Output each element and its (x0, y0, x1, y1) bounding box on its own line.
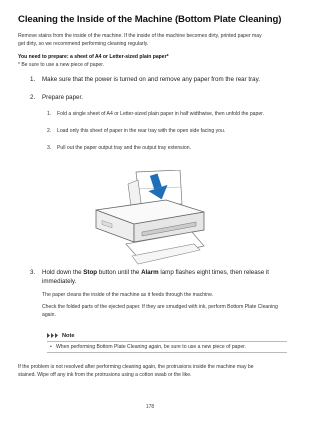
note-heading-text: Note (62, 333, 75, 339)
note-heading (47, 333, 74, 339)
stop-button-label: Stop (83, 269, 98, 276)
bullet-icon: • (50, 344, 52, 350)
prepare-heading: You need to prepare: a sheet of A4 or Letter-sized plain paper* (18, 54, 169, 60)
page-number: 178 (145, 404, 155, 410)
substep-2-number: 2. (47, 128, 52, 134)
note-bullet (50, 344, 246, 351)
substep-1 (47, 111, 264, 118)
step-3-detail-1: The paper cleans the inside of the machine as it feeds through the machine. (42, 292, 214, 298)
prepare-note: * Be sure to use a new piece of paper. (18, 62, 105, 68)
alarm-lamp-label: Alarm (141, 269, 159, 276)
note-bullet-text: When performing Bottom Plate Cleaning again, be sure to use a new piece of paper. (56, 344, 246, 350)
step-3-number: 3. (30, 269, 36, 276)
step-3-post: lamp flashes eight times, then release it (158, 269, 270, 276)
note-arrows-icon (47, 333, 59, 338)
substep-3-number: 3. (47, 145, 52, 151)
substep-2-text: Load only this sheet of paper in the rear tray with the open side facing you. (57, 128, 226, 134)
step-1 (30, 75, 260, 84)
step-3-mid: button until the (97, 269, 142, 276)
page-title: Cleaning the Inside of the Machine (Bottom Plate Cleaning) (18, 14, 282, 25)
step-3 (30, 268, 269, 277)
step-2-number: 2. (30, 94, 36, 101)
step-1-text: Make sure that the power is turned on and remove any paper from the rear tray. (42, 76, 260, 83)
step-2 (30, 93, 83, 102)
note-divider-bottom (47, 352, 287, 353)
intro-line-2: get dirty, so we recommend performing cleaning regularly. (18, 41, 149, 47)
closing-line-2: stained. Wipe off any ink from the protrusions using a cotton swab or the like. (18, 372, 192, 378)
note-divider-top (47, 341, 287, 342)
substep-1-text: Fold a single sheet of A4 or Letter-sized plain paper in half widthwise, then unfold the paper. (57, 111, 264, 117)
step-3-pre: Hold down the (42, 269, 84, 276)
substep-2 (47, 128, 225, 135)
substep-3-text: Pull out the paper output tray and the output tray extension. (57, 145, 191, 151)
step-3-detail-2a: Check the folded parts of the ejected paper. If they are smudged with ink, perform Bottom Plate Cleaning (42, 304, 278, 310)
step-3-detail-2b: again. (42, 312, 56, 318)
intro-line-1: Remove stains from the inside of the machine. If the inside of the machine becomes dirty, printed paper may (18, 33, 262, 39)
closing-line-1: If the problem is not resolved after performing cleaning again, the protrusions inside the machine may be (18, 364, 254, 370)
step-1-number: 1. (30, 76, 36, 83)
step-3-line-2: immediately. (42, 278, 77, 285)
printer-illustration (88, 170, 210, 268)
step-2-text: Prepare paper. (42, 94, 83, 101)
substep-1-number: 1. (47, 111, 52, 117)
substep-3 (47, 145, 191, 152)
